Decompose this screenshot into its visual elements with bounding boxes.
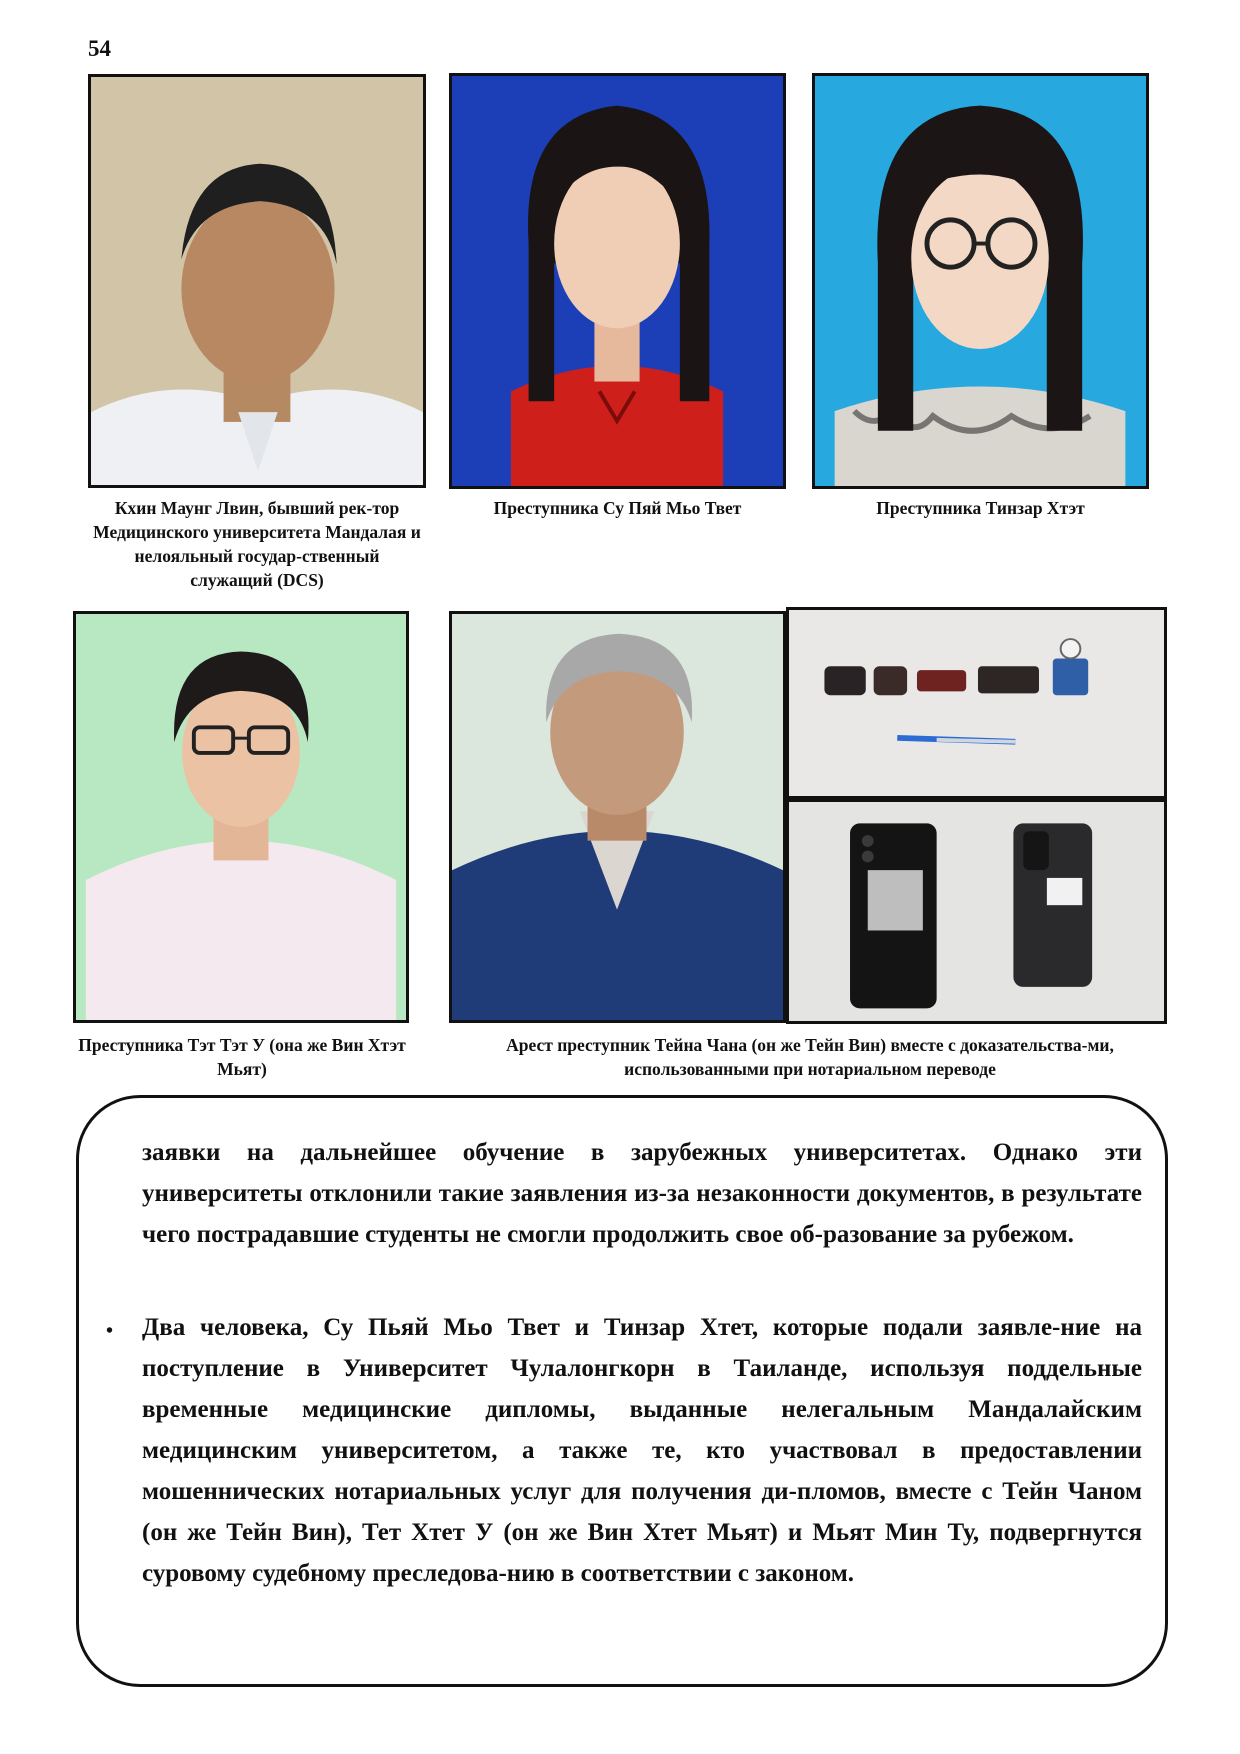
caption-thein-chan: Арест преступник Тейна Чана (он же Тейн Вин) вместе с доказательства-ми, использованными при нотариальном переводе	[506, 1035, 1114, 1079]
paragraph-bullet: Два человека, Су Пьяй Мьо Твет и Тинзар Хтет, которые подали заявле-ние на поступление в Университет Чулалонгкорн в Таиланде, используя поддельные временные медицинские дипломы, выданные нелегальным Мандалайским медицинским университетом, а также те, кто участвовал в предоставлении мошеннических нотариальных услуг для получения ди-пломов, вместе с Тейн Чаном (он же Тейн Вин), Тет Хтет У (он же Вин Хтет Мьят) и Мьят Мин Ту, подвергнутся суровому судебному преследова-нию в соответствии с законом.	[142, 1314, 1142, 1587]
photo-evidence-phones	[786, 799, 1167, 1024]
bullet-marker: •	[106, 1320, 114, 1342]
page-number: 54	[88, 36, 111, 61]
caption-khin-maung-lwin: Кхин Маунг Лвин, бывший рек-тор Медицинского университета Мандалая и нелояльный государ-ственный служащий (DCS)	[93, 498, 421, 590]
caption-su-pyae: Преступника Су Пяй Мьо Твет	[493, 498, 742, 518]
photo-evidence-stamps	[786, 607, 1167, 799]
caption-thet-thet-u: Преступника Тэт Тэт У (она же Вин Хтэт Мьят)	[78, 1035, 406, 1079]
photo-tinzar	[812, 73, 1149, 489]
photo-khin-maung-lwin	[88, 74, 426, 488]
photo-su-pyae	[449, 73, 786, 489]
caption-tinzar: Преступника Тинзар Хтэт	[876, 498, 1085, 518]
photo-thet-thet-u	[73, 611, 409, 1023]
photo-thein-chan	[449, 611, 786, 1023]
paragraph-continuation: заявки на дальнейшее обучение в зарубежных университетах. Однако эти университеты отклонили такие заявления из-за незаконности документов, в результате чего пострадавшие студенты не смогли продолжить свое об-разование за рубежом.	[142, 1139, 1142, 1248]
